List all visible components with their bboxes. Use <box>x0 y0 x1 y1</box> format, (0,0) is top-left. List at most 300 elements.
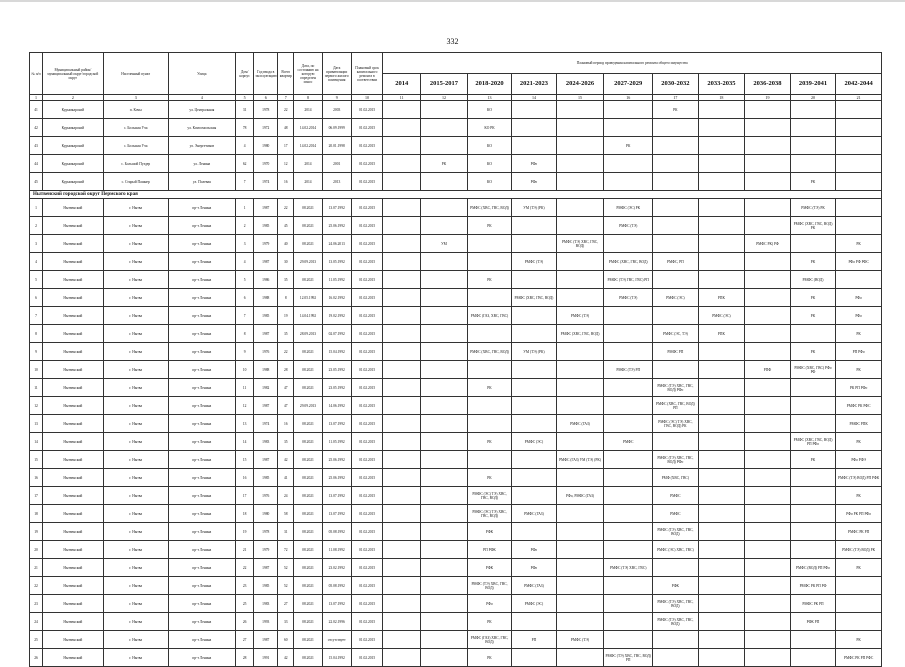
cell-d1: 08.2021 <box>294 577 322 595</box>
cell-d3: 01.02.2015 <box>351 173 382 191</box>
cell-plan-period: РМФС (ХВС, ГВС, ВОД) РП РФо <box>790 433 836 451</box>
table-row <box>30 343 882 361</box>
table-row <box>30 559 882 577</box>
cell-plan-period <box>556 253 604 271</box>
cell-plan-period <box>745 307 791 325</box>
cell-plan-period <box>698 271 745 289</box>
cell-year: 1993 <box>254 613 278 631</box>
cell-d3: 01.02.2015 <box>351 155 382 173</box>
cell-house: 11 <box>235 379 253 397</box>
cell-apts: 42 <box>278 649 294 667</box>
cell-d2: 23.05.1992 <box>322 361 351 379</box>
cell-settlement: г. Нытва <box>103 577 168 595</box>
cell-d1: 14.04.1992 <box>294 307 322 325</box>
cell-street: пр-т Ленина <box>168 559 235 577</box>
cell-settlement: г. Нытва <box>103 217 168 235</box>
cell-plan-period: РК <box>790 451 836 469</box>
cell-district: Кудымкарский <box>43 155 104 173</box>
cell-district: Нытвенский <box>43 343 104 361</box>
cell-plan-period: РМФС (ТЭ) ХВС, ГВС) <box>604 559 653 577</box>
cell-plan-period <box>790 541 836 559</box>
cell-n: 15 <box>30 451 43 469</box>
cell-district: Нытвенский <box>43 631 104 649</box>
cell-plan-period <box>556 379 604 397</box>
cell-plan-period <box>698 469 745 487</box>
cell-plan-period <box>512 469 556 487</box>
cell-plan-period <box>790 505 836 523</box>
cell-d3: 01.02.2015 <box>351 649 382 667</box>
cell-d1: 08.2021 <box>294 379 322 397</box>
top-edge-line <box>0 0 905 2</box>
cell-district: Нытвенский <box>43 613 104 631</box>
cell-d2: 23.02.1992 <box>322 559 351 577</box>
cell-year: 1988 <box>254 361 278 379</box>
cell-settlement: г. Нытва <box>103 559 168 577</box>
cell-d1: 08.2021 <box>294 433 322 451</box>
cell-plan-period <box>745 397 791 415</box>
cell-plan-period <box>653 307 699 325</box>
cell-plan-period: РМФС (ЭС) РК <box>604 199 653 217</box>
cell-plan-period: РК <box>467 217 511 235</box>
cell-plan-period <box>653 199 699 217</box>
cell-d1: 08.2021 <box>294 271 322 289</box>
table-row <box>30 379 882 397</box>
cell-plan-period <box>421 559 468 577</box>
cell-plan-period: РМФС (ТЭ) ХВС, ГВС, ВОД) <box>653 613 699 631</box>
cell-n: 18 <box>30 505 43 523</box>
cell-plan-period <box>604 379 653 397</box>
cell-year: 1976 <box>254 343 278 361</box>
cell-n: 3 <box>30 235 43 253</box>
cell-n: 23 <box>30 595 43 613</box>
cell-plan-period <box>556 505 604 523</box>
cell-plan-period <box>512 101 556 119</box>
cell-street: ул. Полевая <box>168 173 235 191</box>
cell-d3: 01.02.2015 <box>351 137 382 155</box>
cell-plan-period <box>790 137 836 155</box>
cell-d2: отсутствует <box>322 631 351 649</box>
table-row <box>30 595 882 613</box>
cell-plan-period <box>421 487 468 505</box>
cell-plan-period <box>653 271 699 289</box>
cell-plan-period: РМФС (ХВС, ГВС, ВОД) РК <box>790 217 836 235</box>
cell-year: 1980 <box>254 137 278 155</box>
cell-plan-period <box>556 119 604 137</box>
cell-year: 1988 <box>254 289 278 307</box>
cell-plan-period <box>745 469 791 487</box>
cell-d1: 2014 <box>294 155 322 173</box>
cell-year: 1987 <box>254 451 278 469</box>
cell-plan-period <box>421 649 468 667</box>
cell-d1: 08.2021 <box>294 415 322 433</box>
column-number: 5 <box>235 95 253 101</box>
cell-plan-period: РФК <box>467 559 511 577</box>
cell-district: Нытвенский <box>43 649 104 667</box>
cell-house: 21 <box>235 541 253 559</box>
cell-plan-period <box>421 361 468 379</box>
cell-plan-period <box>745 433 791 451</box>
table-row <box>30 101 882 119</box>
cell-district: Нытвенский <box>43 469 104 487</box>
cell-plan-period: РМФС (ХВС, ГВС, ВОД) <box>467 199 511 217</box>
cell-year: 1979 <box>254 541 278 559</box>
cell-house: 17 <box>235 487 253 505</box>
cell-plan-period <box>421 379 468 397</box>
cell-plan-period <box>556 361 604 379</box>
cell-plan-period <box>745 289 791 307</box>
cell-plan-period <box>383 487 421 505</box>
cell-plan-period: РМФС (ЭС) ТЭ) ХВС, ГВС, ВОД) РК <box>653 415 699 433</box>
cell-d2: 11.05.1992 <box>322 271 351 289</box>
cell-district: Нытвенский <box>43 289 104 307</box>
cell-d1: 08.2021 <box>294 559 322 577</box>
cell-plan-period: КО <box>467 137 511 155</box>
cell-d2: 19.02.1992 <box>322 307 351 325</box>
cell-plan-period: РМФС (ГАЗ) <box>512 505 556 523</box>
cell-house: 25 <box>235 595 253 613</box>
cell-plan-period <box>421 397 468 415</box>
table-row <box>30 217 882 235</box>
cell-plan-period: РФо <box>836 307 882 325</box>
cell-d2: 25.06.1992 <box>322 469 351 487</box>
cell-street: пр-т Ленина <box>168 307 235 325</box>
cell-plan-period <box>698 451 745 469</box>
cell-street: ул. Центральная <box>168 101 235 119</box>
cell-d2: 11.08.1992 <box>322 541 351 559</box>
cell-apts: 16 <box>278 415 294 433</box>
year-header: 2015-2017 <box>421 74 468 95</box>
cell-plan-period: РМФ (ХВС, ГВС) <box>653 469 699 487</box>
cell-d3: 01.02.2015 <box>351 217 382 235</box>
cell-n: 8 <box>30 325 43 343</box>
column-number: 13 <box>467 95 511 101</box>
cell-apts: 45 <box>278 217 294 235</box>
cell-d2: 25.06.1992 <box>322 217 351 235</box>
cell-plan-period <box>556 173 604 191</box>
cell-plan-period <box>653 173 699 191</box>
cell-n: 24 <box>30 613 43 631</box>
cell-plan-period <box>556 469 604 487</box>
cell-street: пр-т Ленина <box>168 433 235 451</box>
cell-street: пр-т Ленина <box>168 289 235 307</box>
cell-plan-period: РМФС (ТЭ) РК <box>790 199 836 217</box>
cell-plan-period: РМФС РК РП <box>836 523 882 541</box>
table-row <box>30 173 882 191</box>
cell-d1: 08.2021 <box>294 523 322 541</box>
cell-plan-period: РФо <box>512 559 556 577</box>
cell-plan-period <box>383 541 421 559</box>
cell-plan-period <box>790 155 836 173</box>
cell-plan-period <box>512 397 556 415</box>
cell-plan-period <box>653 155 699 173</box>
cell-n: 11 <box>30 379 43 397</box>
year-header: 2033-2035 <box>698 74 745 95</box>
cell-house: 9 <box>235 343 253 361</box>
cell-plan-period <box>745 173 791 191</box>
cell-plan-period: УМ <box>421 235 468 253</box>
cell-plan-period <box>745 487 791 505</box>
cell-plan-period: РФК <box>467 523 511 541</box>
cell-plan-period <box>383 155 421 173</box>
cell-settlement: г. Нытва <box>103 631 168 649</box>
cell-settlement: с. Старый Пашнер <box>103 173 168 191</box>
cell-n: 6 <box>30 289 43 307</box>
cell-street: пр-т Ленина <box>168 271 235 289</box>
cell-d1: 08.2021 <box>294 361 322 379</box>
cell-plan-period: РМФС РП <box>653 343 699 361</box>
cell-d3: 01.02.2015 <box>351 235 382 253</box>
cell-street: пр-т Ленина <box>168 235 235 253</box>
cell-plan-period <box>653 433 699 451</box>
cell-plan-period: РФо <box>512 155 556 173</box>
cell-plan-period <box>698 595 745 613</box>
cell-plan-period: РМФС (ЭС) <box>698 307 745 325</box>
table-row <box>30 155 882 173</box>
cell-d2: 24.06.2013 <box>322 235 351 253</box>
cell-d1: 14.02.2014 <box>294 119 322 137</box>
cell-d1: 08.2021 <box>294 217 322 235</box>
cell-plan-period <box>421 271 468 289</box>
cell-house: 14 <box>235 433 253 451</box>
cell-plan-period <box>745 451 791 469</box>
cell-plan-period: РМФС (ГАЗ) УМ (ТЭ) (РК) <box>556 451 604 469</box>
header-settlement: Населенный пункт <box>103 53 168 95</box>
column-number: 15 <box>556 95 604 101</box>
cell-plan-period <box>512 487 556 505</box>
table-row <box>30 523 882 541</box>
cell-d3: 01.02.2015 <box>351 101 382 119</box>
header-date-norm: Дата приватизации первого жилого помещения <box>322 53 351 95</box>
cell-apts: 52 <box>278 559 294 577</box>
cell-year: 1974 <box>254 173 278 191</box>
table-row <box>30 397 882 415</box>
cell-apts: 35 <box>278 271 294 289</box>
cell-d2: 25.06.1992 <box>322 451 351 469</box>
cell-plan-period <box>698 343 745 361</box>
table-row <box>30 649 882 667</box>
cell-plan-period <box>383 595 421 613</box>
cell-settlement: г. Нытва <box>103 397 168 415</box>
cell-d2: 13.05.1992 <box>322 253 351 271</box>
header-date-repair: Плановый срок капитального ремонта в соответствии <box>351 53 382 95</box>
cell-d2: 16.02.1992 <box>322 289 351 307</box>
cell-year: 1987 <box>254 559 278 577</box>
cell-plan-period <box>653 119 699 137</box>
cell-plan-period: РФо РК РП РФо <box>836 505 882 523</box>
cell-apts: 35 <box>278 433 294 451</box>
cell-plan-period: РК <box>467 469 511 487</box>
cell-plan-period: КО <box>467 155 511 173</box>
cell-plan-period <box>421 307 468 325</box>
cell-settlement: г. Нытва <box>103 325 168 343</box>
cell-plan-period <box>698 199 745 217</box>
cell-plan-period: РМФС (ТЭ) <box>512 253 556 271</box>
cell-n: 16 <box>30 469 43 487</box>
cell-district: Нытвенский <box>43 559 104 577</box>
column-number: 12 <box>421 95 468 101</box>
cell-district: Нытвенский <box>43 235 104 253</box>
cell-street: ул. Ленина <box>168 155 235 173</box>
cell-plan-period: РП РФо <box>836 343 882 361</box>
cell-settlement: г. Нытва <box>103 649 168 667</box>
column-number: 8 <box>294 95 322 101</box>
cell-plan-period: РМФС РК РП РФС <box>836 649 882 667</box>
cell-plan-period <box>745 523 791 541</box>
cell-year: 1982 <box>254 379 278 397</box>
cell-plan-period <box>745 415 791 433</box>
cell-plan-period <box>512 451 556 469</box>
cell-district: Нытвенский <box>43 523 104 541</box>
cell-district: Кудымкарский <box>43 119 104 137</box>
cell-house: 1 <box>235 199 253 217</box>
cell-house: 10 <box>235 361 253 379</box>
table-body <box>30 95 882 667</box>
cell-plan-period <box>836 199 882 217</box>
cell-d3: 01.02.2015 <box>351 559 382 577</box>
cell-plan-period <box>383 271 421 289</box>
cell-house: 3 <box>235 235 253 253</box>
cell-street: пр-т Ленина <box>168 523 235 541</box>
cell-plan-period <box>383 415 421 433</box>
cell-plan-period <box>467 415 511 433</box>
cell-plan-period <box>653 559 699 577</box>
cell-settlement: г. Нытва <box>103 235 168 253</box>
cell-plan-period <box>512 271 556 289</box>
cell-plan-period <box>383 523 421 541</box>
year-header: 2014 <box>383 74 421 95</box>
cell-street: пр-т Ленина <box>168 397 235 415</box>
cell-plan-period <box>698 505 745 523</box>
cell-street: пр-т Ленина <box>168 469 235 487</box>
cell-d2: 06.09.1999 <box>322 119 351 137</box>
cell-house: 19 <box>235 523 253 541</box>
cell-street: пр-т Ленина <box>168 253 235 271</box>
cell-plan-period <box>698 649 745 667</box>
cell-n: 1 <box>30 199 43 217</box>
column-number: 9 <box>322 95 351 101</box>
cell-plan-period: РМФС <box>604 433 653 451</box>
cell-plan-period: РМФС (ТЭ) <box>604 217 653 235</box>
cell-plan-period: РК <box>653 101 699 119</box>
cell-plan-period <box>383 577 421 595</box>
column-number: 1 <box>30 95 43 101</box>
cell-plan-period <box>556 271 604 289</box>
column-number: 3 <box>103 95 168 101</box>
cell-plan-period <box>421 199 468 217</box>
cell-plan-period: РК <box>467 379 511 397</box>
cell-plan-period <box>604 523 653 541</box>
year-header: 2024-2026 <box>556 74 604 95</box>
cell-plan-period <box>745 325 791 343</box>
cell-year: 1985 <box>254 577 278 595</box>
column-number: 20 <box>790 95 836 101</box>
cell-plan-period <box>698 137 745 155</box>
cell-apts: 58 <box>278 505 294 523</box>
cell-settlement: г. Нытва <box>103 451 168 469</box>
cell-d1: 08.2021 <box>294 613 322 631</box>
cell-n: 17 <box>30 487 43 505</box>
cell-plan-period <box>790 469 836 487</box>
cell-d3: 01.02.2015 <box>351 541 382 559</box>
cell-plan-period: РП <box>512 631 556 649</box>
cell-plan-period <box>836 613 882 631</box>
cell-district: Нытвенский <box>43 271 104 289</box>
cell-plan-period: РФК РП <box>790 613 836 631</box>
cell-street: пр-т Ленина <box>168 325 235 343</box>
cell-plan-period <box>698 101 745 119</box>
cell-plan-period <box>836 173 882 191</box>
cell-plan-period <box>745 613 791 631</box>
cell-d2: 22.02.1996 <box>322 613 351 631</box>
cell-plan-period <box>790 379 836 397</box>
cell-plan-period <box>512 523 556 541</box>
header-plan-group: Плановый период проведения капитального ремонта общего имущества <box>383 53 882 74</box>
cell-plan-period: КО <box>467 101 511 119</box>
cell-apts: 12 <box>278 155 294 173</box>
year-header: 2018-2020 <box>467 74 511 95</box>
table-row <box>30 271 882 289</box>
cell-house: 5 <box>235 271 253 289</box>
cell-plan-period: РМФС РК РФС <box>836 397 882 415</box>
cell-d3: 01.02.2015 <box>351 469 382 487</box>
cell-district: Нытвенский <box>43 487 104 505</box>
cell-plan-period: РМФС (ЭС) <box>653 289 699 307</box>
column-number: 21 <box>836 95 882 101</box>
cell-plan-period: РМФС (ГАЗ) <box>556 415 604 433</box>
cell-plan-period <box>467 451 511 469</box>
cell-plan-period <box>745 595 791 613</box>
cell-plan-period: РФо РФЭ <box>836 451 882 469</box>
table-row <box>30 199 882 217</box>
cell-d1: 12.05.1992 <box>294 289 322 307</box>
cell-d1: 29.09.2013 <box>294 253 322 271</box>
cell-plan-period: РМФС (ТЭ) <box>604 289 653 307</box>
cell-plan-period <box>512 379 556 397</box>
cell-district: Нытвенский <box>43 595 104 613</box>
cell-plan-period: РМФС (ЭС) <box>512 595 556 613</box>
cell-settlement: г. Нытва <box>103 253 168 271</box>
cell-plan-period: РПФ <box>745 361 791 379</box>
cell-plan-period <box>698 217 745 235</box>
cell-settlement: с. Большая Уча <box>103 119 168 137</box>
cell-house: 12 <box>235 397 253 415</box>
cell-plan-period: РК <box>790 289 836 307</box>
cell-apts: 41 <box>278 469 294 487</box>
table-row <box>30 235 882 253</box>
table-row <box>30 289 882 307</box>
section-row <box>30 191 882 199</box>
header-district: Муниципальный район/муниципальный округ/городской округ <box>43 53 104 95</box>
cell-plan-period: РК <box>836 325 882 343</box>
cell-plan-period <box>383 101 421 119</box>
cell-district: Нытвенский <box>43 325 104 343</box>
cell-apts: 47 <box>278 397 294 415</box>
cell-plan-period <box>421 577 468 595</box>
cell-plan-period <box>653 137 699 155</box>
cell-plan-period: РМФС (ТЭ) ХВС, ГВС, ВОД) РФо <box>653 451 699 469</box>
cell-settlement: г. Нытва <box>103 271 168 289</box>
year-header: 2021-2023 <box>512 74 556 95</box>
cell-plan-period <box>836 595 882 613</box>
cell-plan-period <box>556 137 604 155</box>
cell-plan-period <box>653 235 699 253</box>
cell-n: 9 <box>30 343 43 361</box>
cell-plan-period <box>512 119 556 137</box>
cell-plan-period <box>421 217 468 235</box>
cell-d1: 28.09.2013 <box>294 325 322 343</box>
cell-apts: 33 <box>278 613 294 631</box>
cell-plan-period <box>836 101 882 119</box>
